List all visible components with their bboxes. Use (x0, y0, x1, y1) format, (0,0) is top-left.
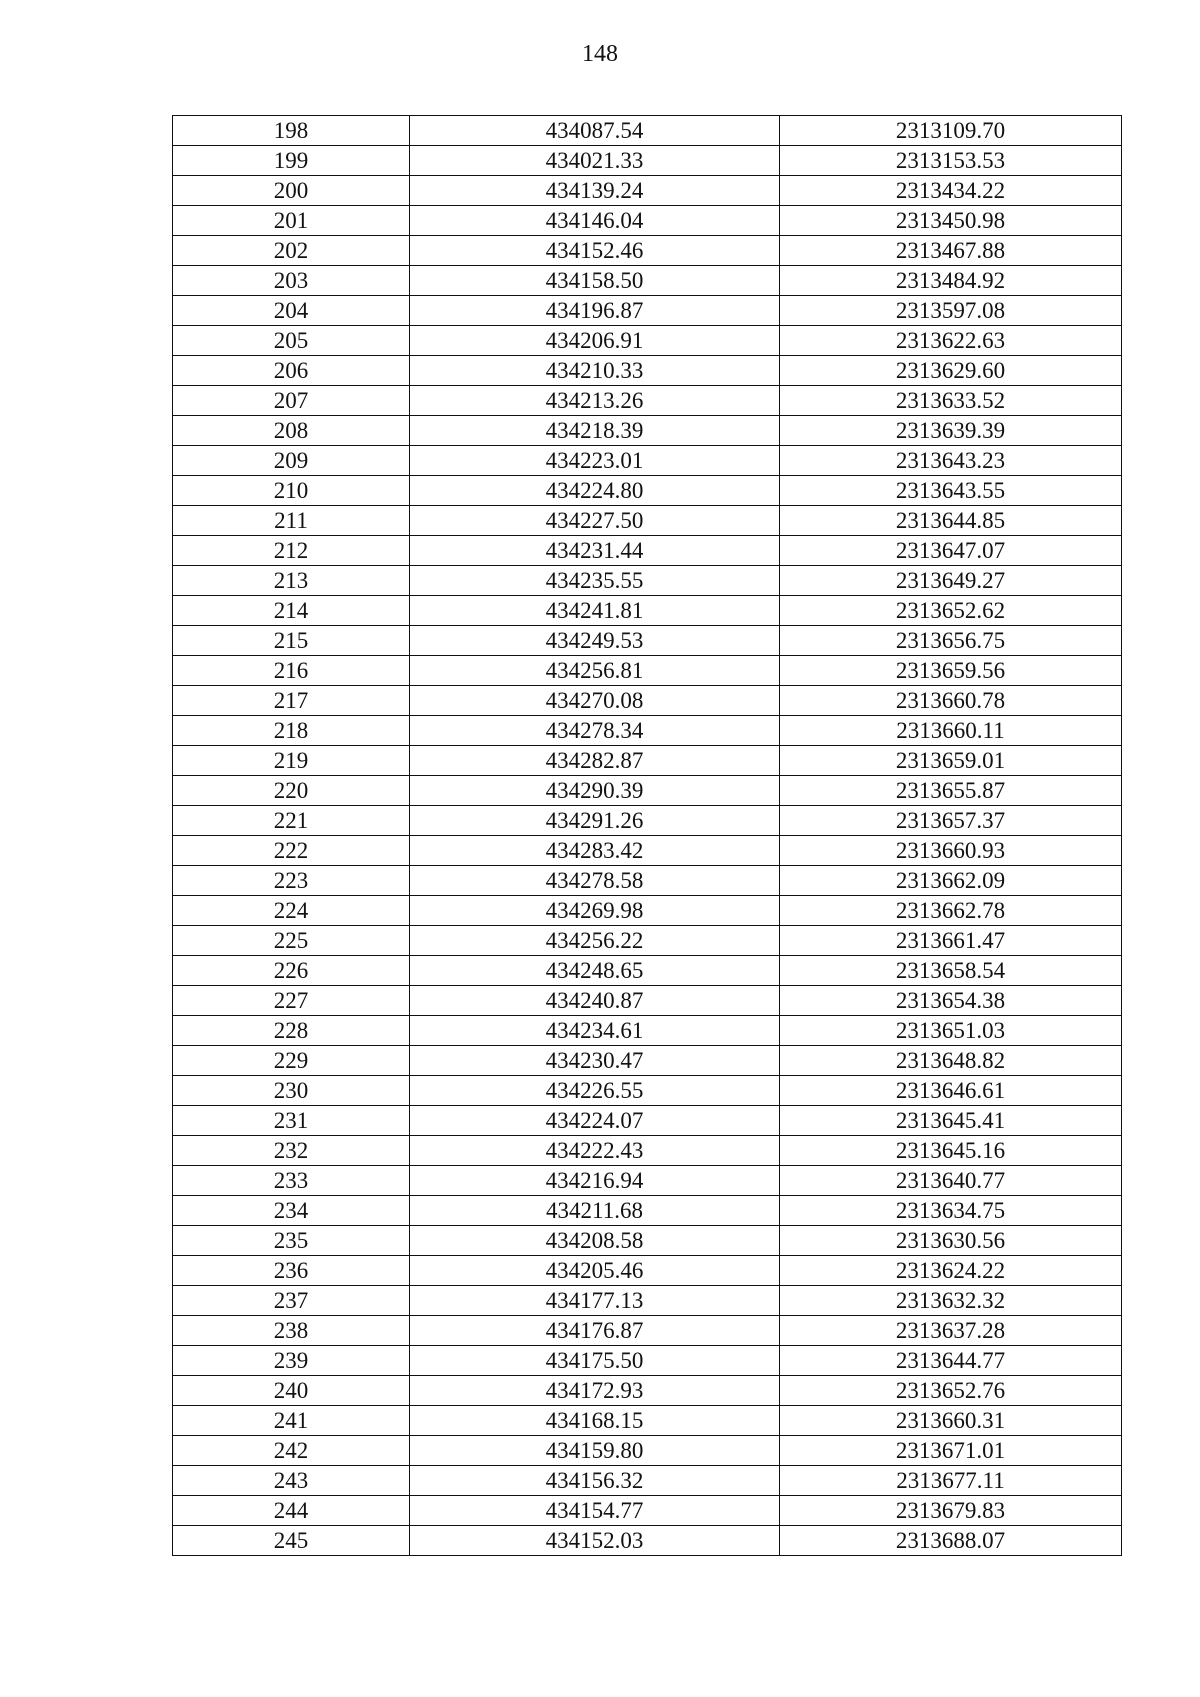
point-number-cell: 230 (173, 1076, 410, 1106)
point-number-cell: 241 (173, 1406, 410, 1436)
y-coordinate-cell: 2313649.27 (780, 566, 1122, 596)
y-coordinate-cell: 2313679.83 (780, 1496, 1122, 1526)
y-coordinate-cell: 2313662.78 (780, 896, 1122, 926)
x-coordinate-cell: 434210.33 (410, 356, 780, 386)
y-coordinate-cell: 2313629.60 (780, 356, 1122, 386)
point-number-cell: 222 (173, 836, 410, 866)
point-number-cell: 242 (173, 1436, 410, 1466)
table-row (173, 1196, 1122, 1226)
x-coordinate-cell: 434231.44 (410, 536, 780, 566)
table-row (173, 446, 1122, 476)
table-row (173, 566, 1122, 596)
x-coordinate-cell: 434208.58 (410, 1226, 780, 1256)
y-coordinate-cell: 2313652.62 (780, 596, 1122, 626)
table-row (173, 176, 1122, 206)
table-row (173, 1316, 1122, 1346)
point-number-cell: 205 (173, 326, 410, 356)
point-number-cell: 232 (173, 1136, 410, 1166)
x-coordinate-cell: 434291.26 (410, 806, 780, 836)
table-row (173, 1286, 1122, 1316)
y-coordinate-cell: 2313645.16 (780, 1136, 1122, 1166)
x-coordinate-cell: 434256.22 (410, 926, 780, 956)
coordinate-table (172, 115, 1122, 1556)
point-number-cell: 243 (173, 1466, 410, 1496)
x-coordinate-cell: 434168.15 (410, 1406, 780, 1436)
y-coordinate-cell: 2313645.41 (780, 1106, 1122, 1136)
x-coordinate-cell: 434235.55 (410, 566, 780, 596)
x-coordinate-cell: 434206.91 (410, 326, 780, 356)
table-row (173, 836, 1122, 866)
table-row (173, 866, 1122, 896)
y-coordinate-cell: 2313643.55 (780, 476, 1122, 506)
point-number-cell: 235 (173, 1226, 410, 1256)
x-coordinate-cell: 434176.87 (410, 1316, 780, 1346)
table-row (173, 506, 1122, 536)
y-coordinate-cell: 2313651.03 (780, 1016, 1122, 1046)
table-row (173, 236, 1122, 266)
x-coordinate-cell: 434269.98 (410, 896, 780, 926)
table-row (173, 686, 1122, 716)
table-row (173, 386, 1122, 416)
table-row (173, 956, 1122, 986)
y-coordinate-cell: 2313640.77 (780, 1166, 1122, 1196)
y-coordinate-cell: 2313646.61 (780, 1076, 1122, 1106)
table-row (173, 296, 1122, 326)
x-coordinate-cell: 434087.54 (410, 116, 780, 146)
x-coordinate-cell: 434154.77 (410, 1496, 780, 1526)
y-coordinate-cell: 2313630.56 (780, 1226, 1122, 1256)
point-number-cell: 213 (173, 566, 410, 596)
point-number-cell: 225 (173, 926, 410, 956)
point-number-cell: 212 (173, 536, 410, 566)
y-coordinate-cell: 2313109.70 (780, 116, 1122, 146)
y-coordinate-cell: 2313660.11 (780, 716, 1122, 746)
point-number-cell: 217 (173, 686, 410, 716)
y-coordinate-cell: 2313597.08 (780, 296, 1122, 326)
table-row (173, 596, 1122, 626)
x-coordinate-cell: 434218.39 (410, 416, 780, 446)
table-row (173, 656, 1122, 686)
table-row (173, 1466, 1122, 1496)
x-coordinate-cell: 434222.43 (410, 1136, 780, 1166)
y-coordinate-cell: 2313647.07 (780, 536, 1122, 566)
y-coordinate-cell: 2313658.54 (780, 956, 1122, 986)
point-number-cell: 201 (173, 206, 410, 236)
point-number-cell: 204 (173, 296, 410, 326)
table-row (173, 716, 1122, 746)
point-number-cell: 198 (173, 116, 410, 146)
point-number-cell: 237 (173, 1286, 410, 1316)
point-number-cell: 214 (173, 596, 410, 626)
table-row (173, 326, 1122, 356)
table-row (173, 746, 1122, 776)
table-row (173, 206, 1122, 236)
point-number-cell: 202 (173, 236, 410, 266)
point-number-cell: 215 (173, 626, 410, 656)
y-coordinate-cell: 2313450.98 (780, 206, 1122, 236)
point-number-cell: 200 (173, 176, 410, 206)
point-number-cell: 218 (173, 716, 410, 746)
y-coordinate-cell: 2313153.53 (780, 146, 1122, 176)
point-number-cell: 210 (173, 476, 410, 506)
page-number: 148 (582, 41, 618, 67)
point-number-cell: 219 (173, 746, 410, 776)
y-coordinate-cell: 2313644.77 (780, 1346, 1122, 1376)
x-coordinate-cell: 434224.07 (410, 1106, 780, 1136)
x-coordinate-cell: 434139.24 (410, 176, 780, 206)
x-coordinate-cell: 434230.47 (410, 1046, 780, 1076)
point-number-cell: 238 (173, 1316, 410, 1346)
x-coordinate-cell: 434270.08 (410, 686, 780, 716)
table-row (173, 356, 1122, 386)
x-coordinate-cell: 434283.42 (410, 836, 780, 866)
table-row (173, 266, 1122, 296)
table-row (173, 926, 1122, 956)
y-coordinate-cell: 2313434.22 (780, 176, 1122, 206)
y-coordinate-cell: 2313622.63 (780, 326, 1122, 356)
x-coordinate-cell: 434152.03 (410, 1526, 780, 1556)
table-row (173, 1526, 1122, 1556)
table-row (173, 476, 1122, 506)
y-coordinate-cell: 2313484.92 (780, 266, 1122, 296)
point-number-cell: 224 (173, 896, 410, 926)
table-row (173, 146, 1122, 176)
table-row (173, 1406, 1122, 1436)
table-row (173, 1016, 1122, 1046)
x-coordinate-cell: 434226.55 (410, 1076, 780, 1106)
table-row (173, 986, 1122, 1016)
table-row (173, 626, 1122, 656)
x-coordinate-cell: 434241.81 (410, 596, 780, 626)
y-coordinate-cell: 2313652.76 (780, 1376, 1122, 1406)
table-row (173, 896, 1122, 926)
table-row (173, 1046, 1122, 1076)
y-coordinate-cell: 2313632.32 (780, 1286, 1122, 1316)
y-coordinate-cell: 2313654.38 (780, 986, 1122, 1016)
point-number-cell: 221 (173, 806, 410, 836)
table-row (173, 1496, 1122, 1526)
x-coordinate-cell: 434211.68 (410, 1196, 780, 1226)
x-coordinate-cell: 434216.94 (410, 1166, 780, 1196)
y-coordinate-cell: 2313655.87 (780, 776, 1122, 806)
point-number-cell: 233 (173, 1166, 410, 1196)
point-number-cell: 203 (173, 266, 410, 296)
y-coordinate-cell: 2313624.22 (780, 1256, 1122, 1286)
table-row (173, 1136, 1122, 1166)
point-number-cell: 239 (173, 1346, 410, 1376)
point-number-cell: 231 (173, 1106, 410, 1136)
point-number-cell: 216 (173, 656, 410, 686)
point-number-cell: 209 (173, 446, 410, 476)
point-number-cell: 207 (173, 386, 410, 416)
point-number-cell: 245 (173, 1526, 410, 1556)
table-row (173, 1166, 1122, 1196)
point-number-cell: 240 (173, 1376, 410, 1406)
x-coordinate-cell: 434177.13 (410, 1286, 780, 1316)
coordinate-table-body (173, 116, 1122, 1556)
y-coordinate-cell: 2313639.39 (780, 416, 1122, 446)
x-coordinate-cell: 434205.46 (410, 1256, 780, 1286)
y-coordinate-cell: 2313656.75 (780, 626, 1122, 656)
y-coordinate-cell: 2313660.93 (780, 836, 1122, 866)
table-row (173, 806, 1122, 836)
x-coordinate-cell: 434196.87 (410, 296, 780, 326)
x-coordinate-cell: 434146.04 (410, 206, 780, 236)
x-coordinate-cell: 434213.26 (410, 386, 780, 416)
point-number-cell: 229 (173, 1046, 410, 1076)
table-row (173, 1076, 1122, 1106)
x-coordinate-cell: 434152.46 (410, 236, 780, 266)
x-coordinate-cell: 434021.33 (410, 146, 780, 176)
x-coordinate-cell: 434278.34 (410, 716, 780, 746)
y-coordinate-cell: 2313660.78 (780, 686, 1122, 716)
x-coordinate-cell: 434240.87 (410, 986, 780, 1016)
point-number-cell: 220 (173, 776, 410, 806)
table-row (173, 1256, 1122, 1286)
x-coordinate-cell: 434158.50 (410, 266, 780, 296)
point-number-cell: 199 (173, 146, 410, 176)
x-coordinate-cell: 434248.65 (410, 956, 780, 986)
point-number-cell: 244 (173, 1496, 410, 1526)
y-coordinate-cell: 2313662.09 (780, 866, 1122, 896)
table-row (173, 1106, 1122, 1136)
y-coordinate-cell: 2313661.47 (780, 926, 1122, 956)
table-row (173, 116, 1122, 146)
y-coordinate-cell: 2313677.11 (780, 1466, 1122, 1496)
table-row (173, 1226, 1122, 1256)
y-coordinate-cell: 2313634.75 (780, 1196, 1122, 1226)
y-coordinate-cell: 2313657.37 (780, 806, 1122, 836)
x-coordinate-cell: 434224.80 (410, 476, 780, 506)
table-row (173, 416, 1122, 446)
x-coordinate-cell: 434156.32 (410, 1466, 780, 1496)
table-row (173, 1436, 1122, 1466)
x-coordinate-cell: 434290.39 (410, 776, 780, 806)
point-number-cell: 236 (173, 1256, 410, 1286)
y-coordinate-cell: 2313637.28 (780, 1316, 1122, 1346)
y-coordinate-cell: 2313659.56 (780, 656, 1122, 686)
x-coordinate-cell: 434278.58 (410, 866, 780, 896)
x-coordinate-cell: 434256.81 (410, 656, 780, 686)
table-row (173, 536, 1122, 566)
y-coordinate-cell: 2313648.82 (780, 1046, 1122, 1076)
y-coordinate-cell: 2313660.31 (780, 1406, 1122, 1436)
y-coordinate-cell: 2313633.52 (780, 386, 1122, 416)
x-coordinate-cell: 434223.01 (410, 446, 780, 476)
table-row (173, 1346, 1122, 1376)
point-number-cell: 211 (173, 506, 410, 536)
table-row (173, 776, 1122, 806)
table-row (173, 1376, 1122, 1406)
x-coordinate-cell: 434234.61 (410, 1016, 780, 1046)
y-coordinate-cell: 2313643.23 (780, 446, 1122, 476)
point-number-cell: 228 (173, 1016, 410, 1046)
point-number-cell: 227 (173, 986, 410, 1016)
y-coordinate-cell: 2313659.01 (780, 746, 1122, 776)
point-number-cell: 234 (173, 1196, 410, 1226)
x-coordinate-cell: 434282.87 (410, 746, 780, 776)
x-coordinate-cell: 434172.93 (410, 1376, 780, 1406)
point-number-cell: 206 (173, 356, 410, 386)
y-coordinate-cell: 2313467.88 (780, 236, 1122, 266)
point-number-cell: 208 (173, 416, 410, 446)
y-coordinate-cell: 2313671.01 (780, 1436, 1122, 1466)
x-coordinate-cell: 434227.50 (410, 506, 780, 536)
y-coordinate-cell: 2313688.07 (780, 1526, 1122, 1556)
point-number-cell: 226 (173, 956, 410, 986)
x-coordinate-cell: 434249.53 (410, 626, 780, 656)
point-number-cell: 223 (173, 866, 410, 896)
x-coordinate-cell: 434159.80 (410, 1436, 780, 1466)
y-coordinate-cell: 2313644.85 (780, 506, 1122, 536)
x-coordinate-cell: 434175.50 (410, 1346, 780, 1376)
